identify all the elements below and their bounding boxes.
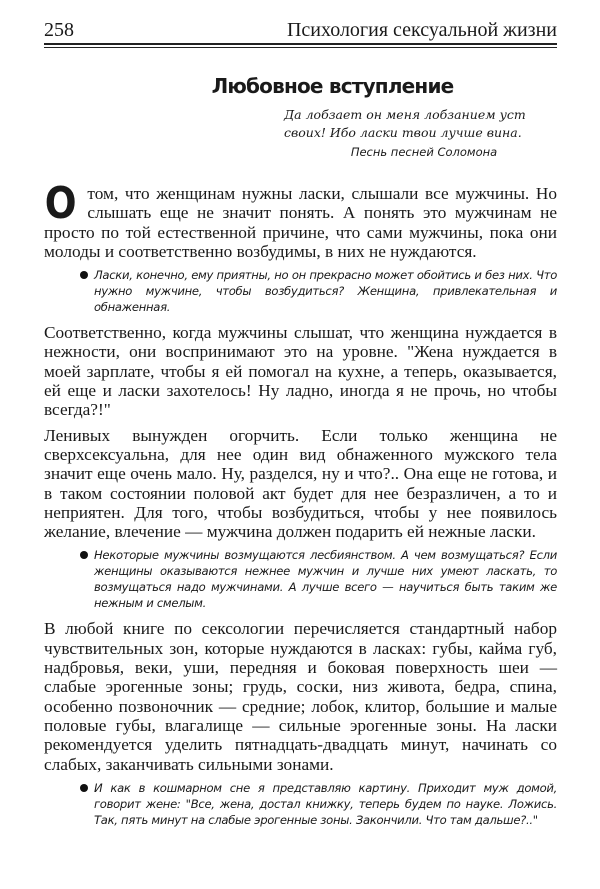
bullet-icon <box>80 551 88 559</box>
book-page <box>44 16 557 836</box>
note-3 <box>94 780 557 828</box>
note-1 <box>94 267 557 315</box>
paragraph-2: Соответственно, когда мужчины слышат, что женщина нуждается в нежности, они воспринимают это на уровне. "Жена нуждается в моей зарплате, чтобы я ей помогал на кухне, а теперь, оказывается, ей еще и ласки захотелось! Ну ладно, иногда я не прочь, но чтобы всегда?!" <box>44 323 557 420</box>
bullet-icon <box>80 784 88 792</box>
drop-cap: О <box>44 178 77 229</box>
running-title: Психология сексуальной жизни <box>286 19 557 41</box>
epigraph <box>284 106 544 160</box>
bullet-icon <box>80 271 88 279</box>
epigraph-source: Песнь песней Соломона <box>350 145 498 159</box>
paragraph-1 <box>44 178 557 261</box>
page-number: 258 <box>44 19 74 41</box>
running-head <box>44 16 557 42</box>
chapter-title: Любовное вступление <box>211 74 454 98</box>
note-2 <box>94 547 557 611</box>
paragraph-1-text: том, что женщинам нужны ласки, слышали все мужчины. Но слышать еще не значит понять. А понять это мужчинам не просто по той естественной причине, что сами мужчины, пока они молоды и соответственно возбудимы, в них не нуждаются. <box>44 184 557 261</box>
paragraph-3: Ленивых вынужден огорчить. Если только женщина не сверхсексуальна, для нее один вид обнаженного мужского тела значит еще очень мало. Ну, разделся, ну и что?.. Она еще не готова, и в таком состоянии половой акт будет для нее безразличен, а то и неприятен. Для того, чтобы возбудиться, чтобы у нее появилось желание, влечение — мужчина должен подарить ей нежные ласки. <box>44 425 557 542</box>
epigraph-text: Да лобзает он меня лобзанием уст своих! Ибо ласки твои лучше вина. <box>284 107 526 140</box>
paragraph-4: В любой книге по сексологии перечисляется стандартный набор чувствительных зон, которые нуждаются в ласках: губы, кайма губ, надбровья, веки, уши, передняя и боковая поверхность шеи — слабые эрогенные зоны; грудь, соски, низ живота, бедра, спина, особенно позвоночник — средние; лобок, клитор, большие и малые половые губы, влагалище — сильные эрогенные зоны. На ласки рекомендуется уделить пятнадцать-двадцать минут, начинать со слабых, заканчивать сильными зонами. <box>44 619 557 774</box>
header-rule <box>44 43 557 48</box>
note-2-text: Некоторые мужчины возмущаются лесбиянством. А чем возмущаться? Если женщины оказываются нежнее мужчин и лучше них умеют ласкать, то возмущаться надо мужчинами. А лучше всего — научиться быть таким же нежным и смелым. <box>94 548 557 611</box>
note-1-text: Ласки, конечно, ему приятны, но он прекрасно может обойтись и без них. Что нужно мужчине, чтобы возбудиться? Женщина, привлекательная и обнаженная. <box>94 268 557 315</box>
note-3-text: И как в кошмарном сне я представляю картину. Приходит муж домой, говорит жене: "Все, жена, достал книжку, теперь будем по науке. Ложись. Так, пять минут на слабые эрогенные зоны. Закончили. Что там дальше?.." <box>94 780 557 827</box>
